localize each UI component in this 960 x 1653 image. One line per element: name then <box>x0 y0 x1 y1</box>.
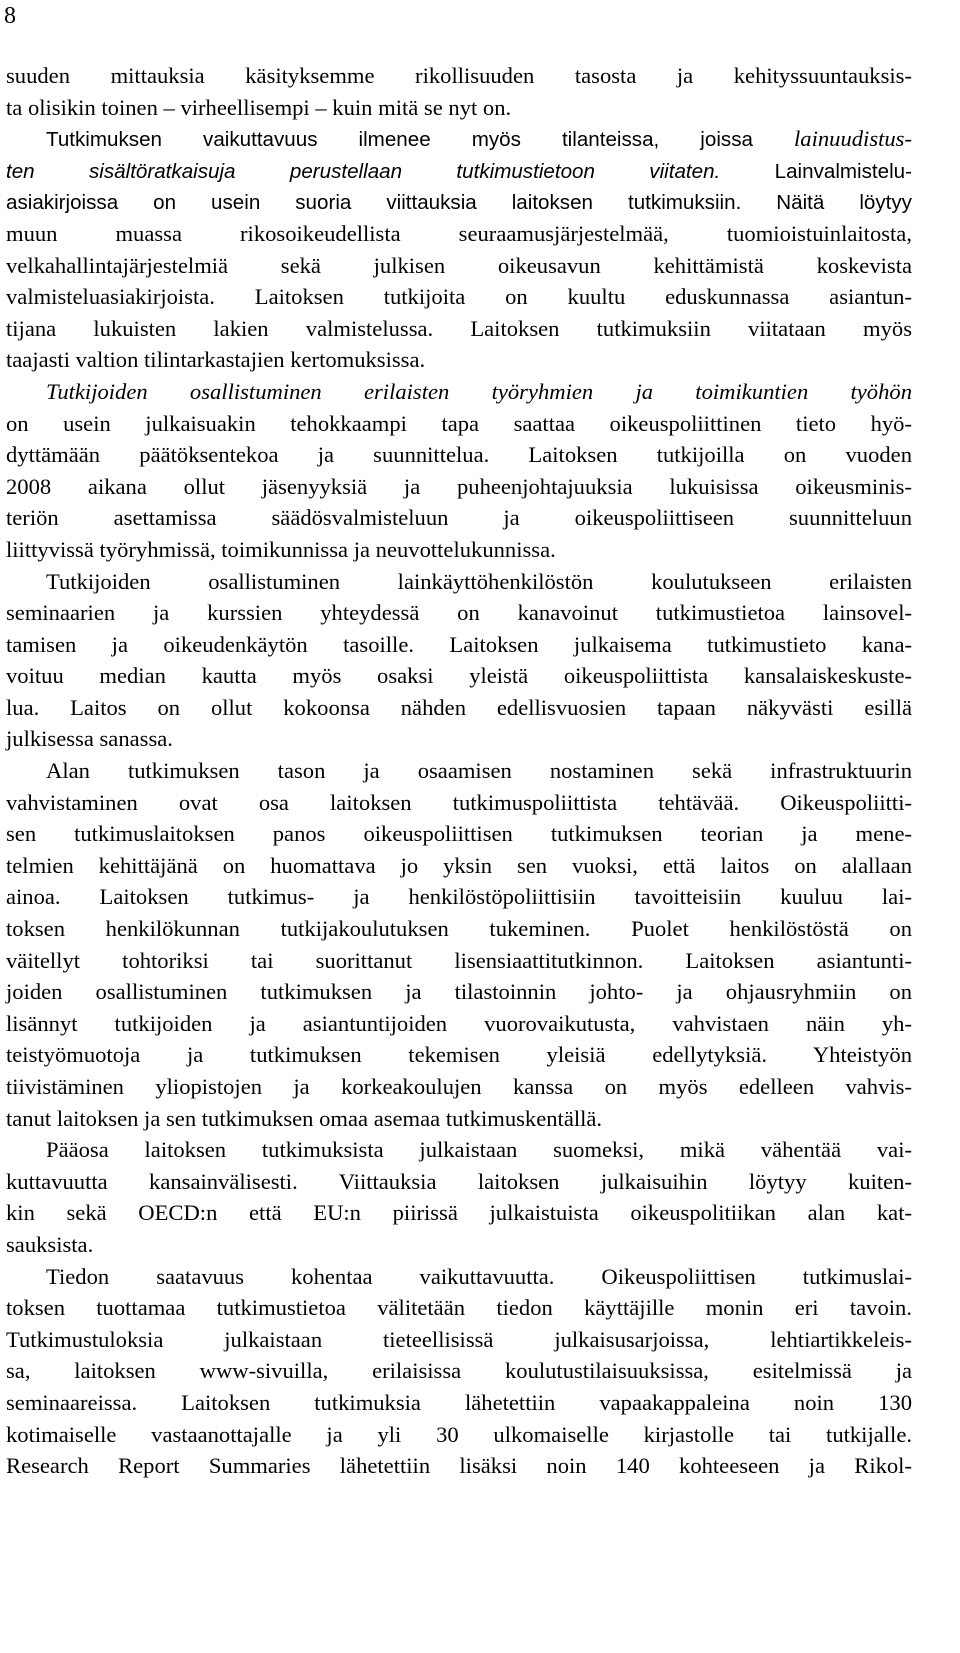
text-run: vahvistaminen ovat osa laitoksen tutkimuspoliittista tehtävää. Oikeuspoliitti- <box>6 789 912 815</box>
text-run: julkisessa sanassa. <box>6 726 173 752</box>
text-line <box>6 597 912 629</box>
text-run: sa, laitoksen www-sivuilla, erilaisissa koulutustilaisuuksissa, esitelmissä ja <box>6 1358 912 1384</box>
text-line <box>6 1229 912 1261</box>
text-line <box>6 1166 912 1198</box>
text-run: Tutkimuksen vaikuttavuus ilmenee myös tilanteissa, joissa <box>46 128 794 152</box>
text-run: Alan tutkimuksen tason ja osaamisen nostaminen sekä infrastruktuurin <box>46 758 912 784</box>
text-run: Tutkimustuloksia julkaistaan tieteellisissä julkaisusarjoissa, lehtiartikkeleis- <box>6 1326 912 1352</box>
text-line <box>6 660 912 692</box>
text-line <box>6 186 912 218</box>
text-line <box>6 344 912 376</box>
text-line <box>6 1387 912 1419</box>
text-run: suuden mittauksia käsityksemme rikollisuuden tasosta ja kehityssuuntauksis- <box>6 63 912 88</box>
text-line <box>6 566 912 598</box>
text-run: Tiedon saatavuus kohentaa vaikuttavuutta. Oikeuspoliittisen tutkimuslai- <box>46 1263 912 1289</box>
text-line <box>6 1292 912 1324</box>
text-line <box>6 1008 912 1040</box>
text-line <box>6 913 912 945</box>
paragraph <box>6 123 912 376</box>
text-run: asiakirjoissa on usein suoria viittauksia laitoksen tutkimuksiin. <box>6 191 742 215</box>
text-line <box>6 1103 912 1135</box>
text-line <box>6 155 912 187</box>
text-run: velkahallintajärjestelmiä sekä julkisen oikeusavun kehittämistä koskevista <box>6 252 912 278</box>
text-run: lisännyt tutkijoiden ja asiantuntijoiden vuorovaikutusta, vahvistaen näin yh- <box>6 1010 912 1036</box>
text-run: muun muassa rikosoikeudellista seuraamusjärjestelmää, tuomioistuinlaitosta, <box>6 220 912 246</box>
text-run: Lainvalmistelu- <box>720 159 912 183</box>
text-run: seminaareissa. Laitoksen tutkimuksia lähetettiin vapaakappaleina noin 130 <box>6 1389 912 1415</box>
text-line <box>6 881 912 913</box>
text-run: liittyvissä työryhmissä, toimikunnissa ja neuvottelukunnissa. <box>6 536 556 562</box>
paragraph <box>6 566 912 756</box>
text-run: taajasti valtion tilintarkastajien kertomuksissa. <box>6 347 426 373</box>
text-line <box>6 1134 912 1166</box>
text-line <box>6 376 912 408</box>
text-run: lua. Laitos on ollut kokoonsa nähden edellisvuosien tapaan näkyvästi esillä <box>6 694 912 720</box>
text-line <box>6 755 912 787</box>
paragraph <box>6 60 912 123</box>
text-run: tanut laitoksen ja sen tutkimuksen omaa asemaa tutkimuskentällä. <box>6 1105 603 1131</box>
text-line <box>6 408 912 440</box>
text-line <box>6 281 912 313</box>
text-run: Näitä löytyy <box>741 191 912 215</box>
text-run: sen tutkimuslaitoksen panos oikeuspoliittisen tutkimuksen teorian ja mene- <box>6 821 912 847</box>
text-line <box>6 787 912 819</box>
text-line <box>6 92 912 124</box>
text-line <box>6 60 912 92</box>
text-line <box>6 976 912 1008</box>
text-line <box>6 534 912 566</box>
text-line <box>6 250 912 282</box>
text-run: toksen tuottamaa tutkimustietoa välitetään tiedon käyttäjille monin eri tavoin. <box>6 1295 912 1321</box>
body-text <box>6 60 912 1482</box>
paragraph <box>6 376 912 566</box>
text-line <box>6 1450 912 1482</box>
text-run: Pääosa laitoksen tutkimuksista julkaistaan suomeksi, mikä vähentää vai- <box>46 1137 912 1163</box>
text-line <box>6 313 912 345</box>
page-number: 8 <box>4 3 16 29</box>
text-line <box>6 123 912 155</box>
text-run: Research Report Summaries lähetettiin lisäksi noin 140 kohteeseen ja Rikol- <box>6 1453 912 1479</box>
text-run: seminaarien ja kurssien yhteydessä on kanavoinut tutkimustietoa lainsovel- <box>6 600 912 626</box>
text-run: on usein julkaisuakin tehokkaampi tapa saattaa oikeuspoliittinen tieto hyö- <box>6 410 912 436</box>
text-run: kin sekä OECD:n että EU:n piirissä julkaistuista oikeuspolitiikan alan kat- <box>6 1200 912 1226</box>
text-line <box>6 850 912 882</box>
text-run: valmisteluasiakirjoista. Laitoksen tutkijoita on kuultu eduskunnassa asiantun- <box>6 284 912 310</box>
text-line <box>6 945 912 977</box>
text-run: tijana lukuisten lakien valmistelussa. Laitoksen tutkimuksiin viitataan myös <box>6 315 912 341</box>
text-run: tiivistäminen yliopistojen ja korkeakoulujen kanssa on myös edelleen vahvis- <box>6 1074 912 1099</box>
text-line <box>6 1324 912 1356</box>
text-run: dyttämään päätöksentekoa ja suunnittelua. Laitoksen tutkijoilla on vuoden <box>6 442 912 468</box>
text-line <box>6 692 912 724</box>
text-run: väitellyt tohtoriksi tai suorittanut lisensiaattitutkinnon. Laitoksen asiantunti- <box>6 947 912 973</box>
text-run: ainoa. Laitoksen tutkimus- ja henkilöstöpoliittisiin tavoitteisiin kuuluu lai- <box>6 884 912 910</box>
text-run: ta olisikin toinen – virheellisempi – kuin mitä se nyt on. <box>6 94 512 120</box>
text-line <box>6 502 912 534</box>
text-run: Tutkijoiden osallistuminen erilaisten työryhmien ja toimikuntien työhön <box>46 378 912 404</box>
text-run: Tutkijoiden osallistuminen lainkäyttöhenkilöstön koulutukseen erilaisten <box>46 568 912 594</box>
text-run: joiden osallistuminen tutkimuksen ja tilastoinnin johto- ja ohjausryhmiin on <box>6 979 912 1005</box>
text-run: kuttavuutta kansainvälisesti. Viittauksia laitoksen julkaisuihin löytyy kuiten- <box>6 1168 912 1194</box>
text-line <box>6 439 912 471</box>
text-line <box>6 1197 912 1229</box>
text-run: kotimaiselle vastaanottajalle ja yli 30 ulkomaiselle kirjastolle tai tutkijalle. <box>6 1421 912 1447</box>
text-run: tamisen ja oikeudenkäytön tasoille. Laitoksen julkaisema tutkimustieto kana- <box>6 631 912 657</box>
text-line <box>6 1261 912 1293</box>
paragraph <box>6 1261 912 1482</box>
text-line <box>6 218 912 250</box>
text-line <box>6 1419 912 1451</box>
text-run: telmien kehittäjänä on huomattava jo yksin sen vuoksi, että laitos on alallaan <box>6 852 912 878</box>
text-run: voituu median kautta myös osaksi yleistä oikeuspoliittista kansalaiskeskuste- <box>6 663 912 689</box>
text-line <box>6 818 912 850</box>
text-line <box>6 629 912 661</box>
text-run: sauksista. <box>6 1231 94 1257</box>
paragraph <box>6 755 912 1134</box>
text-run: 2008 aikana ollut jäsenyyksiä ja puheenjohtajuuksia lukuisissa oikeusminis- <box>6 473 912 499</box>
text-line <box>6 471 912 503</box>
text-run: lainuudistus- <box>794 126 912 152</box>
text-run: ten sisältöratkaisuja perustellaan tutkimustietoon viitaten. <box>6 159 721 183</box>
paragraph <box>6 1134 912 1260</box>
text-run: teistyömuotoja ja tutkimuksen tekemisen yleisiä edellytyksiä. Yhteistyön <box>6 1042 912 1068</box>
text-run: toksen henkilökunnan tutkijakoulutuksen tukeminen. Puolet henkilöstöstä on <box>6 916 912 942</box>
text-line <box>6 723 912 755</box>
text-line <box>6 1355 912 1387</box>
text-run: teriön asettamissa säädösvalmisteluun ja oikeuspoliittiseen suunnitteluun <box>6 505 912 531</box>
text-line <box>6 1071 912 1103</box>
text-line <box>6 1039 912 1071</box>
